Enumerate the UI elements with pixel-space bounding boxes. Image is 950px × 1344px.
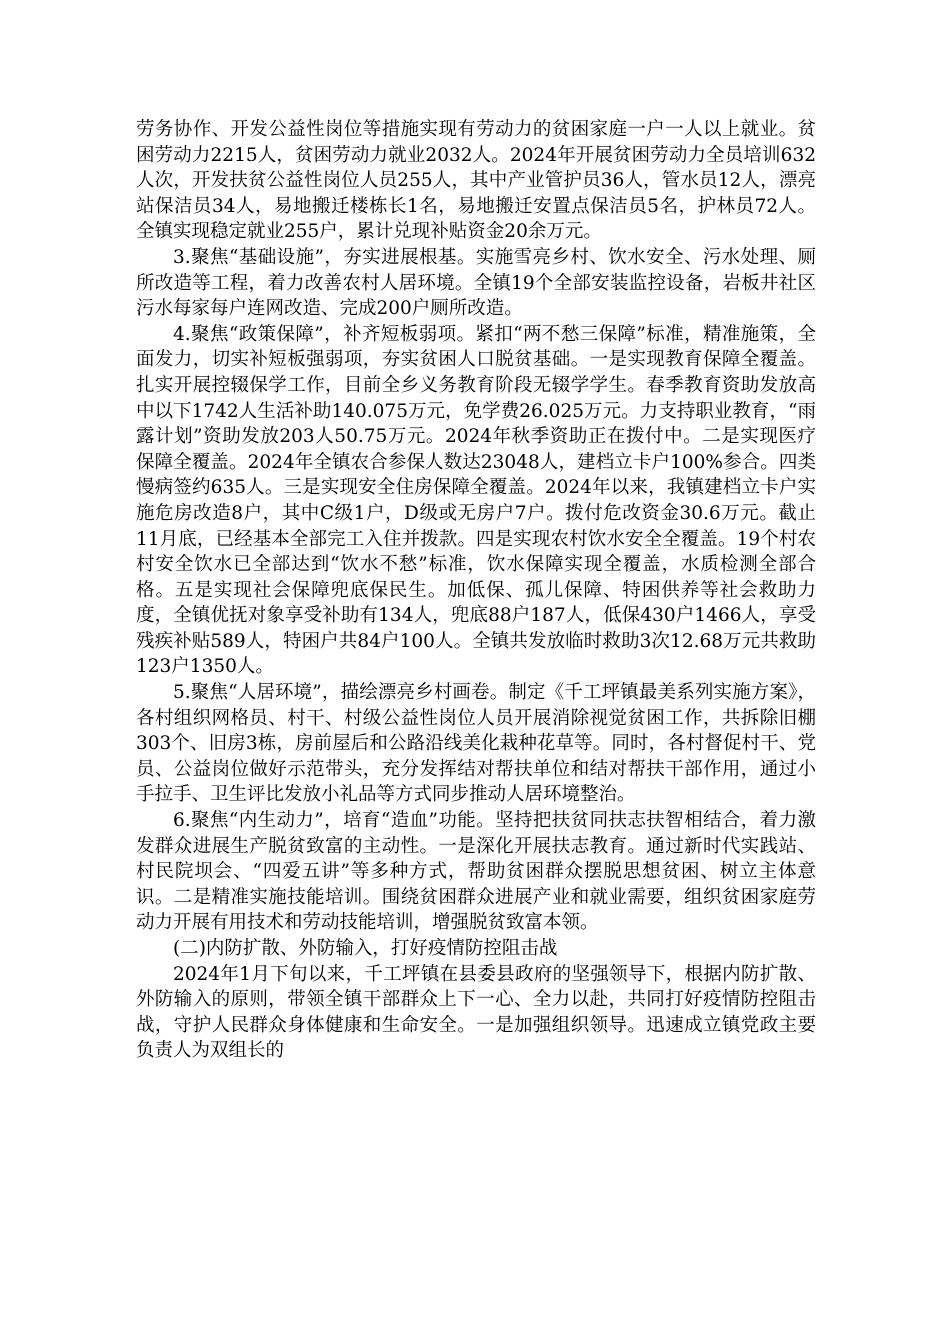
paragraph-infrastructure: 3.聚焦“基础设施”，夯实进展根基。实施雪亮乡村、饮水安全、污水处理、厕所改造等工程，着力改善农村人居环境。全镇19个全部安装监控设备，岩板井社区污水每家每户连网改造、完成200户厕所改造。 [136, 246, 816, 320]
section-heading-epidemic-prevention: (二)内防扩散、外防输入，打好疫情防控阻击战 [173, 938, 558, 959]
paragraph-inner-motivation: 6.聚焦“内生动力”，培育“造血”功能。坚持把扶贫同扶志扶智相结合，着力激发群众进展生产脱贫致富的主动性。一是深化开展扶志教育。通过新时代实践站、村民院坝会、“四爱五讲”等多种方式，帮助贫困群众摆脱思想贫困、树立主体意识。二是精准实施技能培训。围绕贫困群众进展产业和就业需要，组织贫困家庭劳动力开展有用技术和劳动技能培训，增强脱贫致富本领。 [136, 810, 816, 934]
paragraph-policy-guarantee: 4.聚焦“政策保障”，补齐短板弱项。紧扣“两不愁三保障”标准，精准施策，全面发力，切实补短板强弱项，夯实贫困人口脱贫基础。一是实现教育保障全覆盖。扎实开展控辍保学工作，目前全乡义务教育阶段无辍学学生。春季教育资助发放高中以下1742人生活补助140.075万元，免学费26.025万元。力支持职业教育，“雨露计划”资助发放203人50.75万元。2024年秋季资助正在拨付中。二是实现医疗保障全覆盖。2024年全镇农合参保人数达23048人，建档立卡户100%参合。四类慢病签约635人。三是实现安全住房保障全覆盖。2024年以来，我镇建档立卡户实施危房改造8户，其中C级1户，D级或无房户7户。拨付危改资金30.6万元。截止11月底，已经基本全部完工入住并拨款。四是实现农村饮水安全全覆盖。19个村农村安全饮水已全部达到“饮水不愁”标准，饮水保障实现全覆盖，水质检测全部合格。五是实现社会保障兜底保民生。加低保、孤儿保障、特困供养等社会救助力度，全镇优抚对象享受补助有134人，兜底88户187人，低保430户1466人，享受残疾补贴589人，特困户共84户100人。全镇共发放临时救助3次12.68万元共救助123户1350人。 [136, 323, 816, 678]
document-page [136, 117, 816, 1064]
paragraph-living-environment: 5.聚焦“人居环境”，描绘漂亮乡村画卷。制定《千工坪镇最美系列实施方案》，各村组织网格员、村干、村级公益性岗位人员开展消除视觉贫困工作，共拆除旧棚303个、旧房3栋，房前屋后和公路沿线美化栽种花草等。同时，各村督促村干、党员、公益岗位做好示范带头，充分发挥结对帮扶单位和结对帮扶干部作用，通过小手拉手、卫生评比发放小礼品等方式同步推动人居环境整治。 [136, 682, 816, 806]
paragraph-labor-employment: 劳务协作、开发公益性岗位等措施实现有劳动力的贫困家庭一户一人以上就业。贫困劳动力2215人，贫困劳动力就业2032人。2024年开展贫困劳动力全员培训632人次，开发扶贫公益性岗位人员255人，其中产业管护员36人，管水员12人，漂亮站保洁员34人，易地搬迁楼栋长1名，易地搬迁安置点保洁员5名，护林员72人。全镇实现稳定就业255户，累计兑现补贴资金20余万元。 [136, 119, 816, 243]
paragraph-epidemic-prevention: 2024年1月下旬以来，千工坪镇在县委县政府的坚强领导下，根据内防扩散、外防输入的原则，带领全镇干部群众上下一心、全力以赴，共同打好疫情防控阻击战，守护人民群众身体健康和生命安全。一是加强组织领导。迅速成立镇党政主要负责人为双组长的 [136, 963, 816, 1062]
